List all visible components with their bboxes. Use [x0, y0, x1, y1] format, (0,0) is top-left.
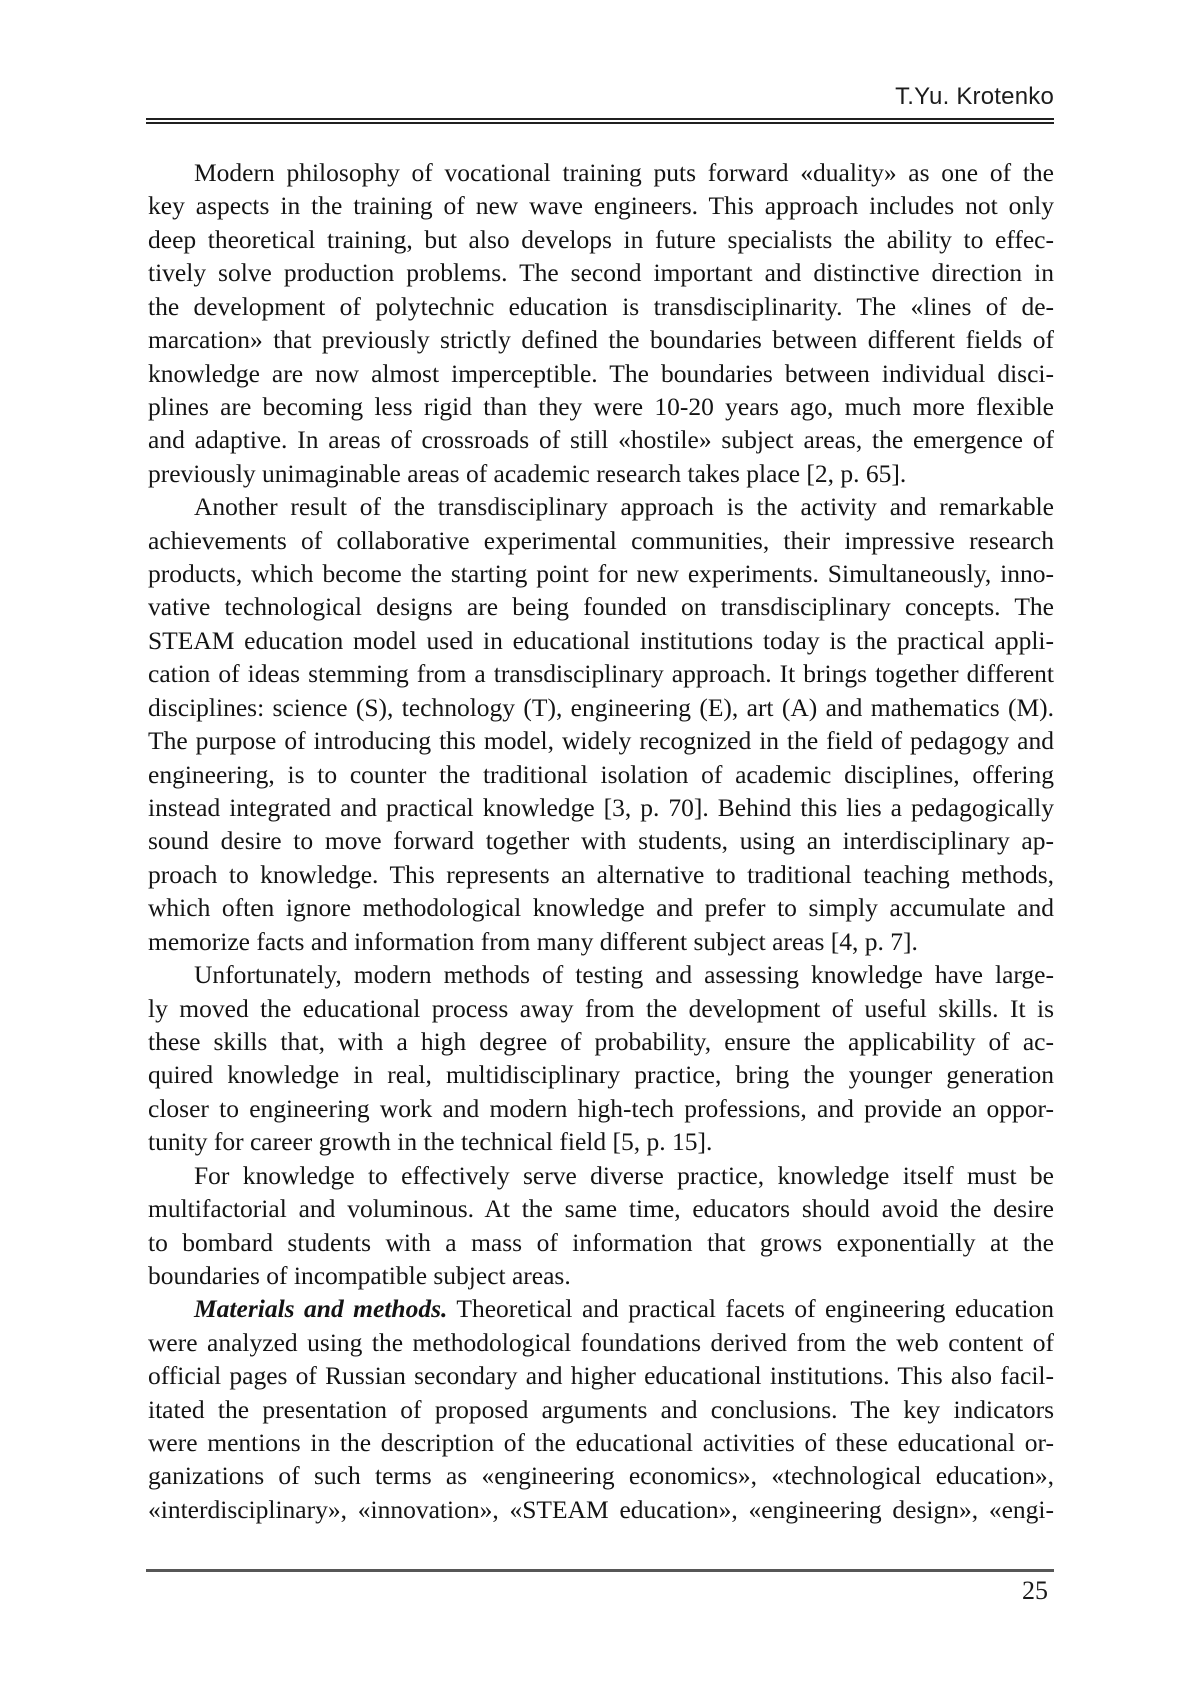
text-line: Modern philosophy of vocational training puts forward «duality» as one of the [194, 158, 1054, 187]
text-line: «interdisciplinary», «innovation», «STEAM education», «engineering design», «engi- [148, 1494, 1054, 1524]
paragraph-4 [148, 1159, 1054, 1293]
paragraph-5 [148, 1292, 1054, 1526]
text-line: ly moved the educational process away from the development of useful skills. It is [148, 993, 1054, 1023]
paragraph-3 [148, 958, 1054, 1159]
section-heading-lead: Materials and methods. [194, 1294, 448, 1324]
text-line: marcation» that previously strictly defined the boundaries between different fields of [148, 325, 1054, 355]
page-number: 25 [1022, 1576, 1048, 1605]
text-line: knowledge are now almost imperceptible. The boundaries between individual disci- [148, 358, 1054, 388]
text-line: STEAM education model used in educational institutions today is the practical appli- [148, 625, 1054, 655]
text-line: the development of polytechnic education is transdisciplinarity. The «lines of de- [148, 291, 1054, 321]
text-line: engineering, is to counter the traditional isolation of academic disciplines, offering [148, 759, 1054, 789]
footer-rule [146, 1569, 1054, 1572]
text-line: itated the presentation of proposed arguments and conclusions. The key indicators [148, 1394, 1054, 1424]
paragraph-1 [148, 156, 1054, 490]
text-line: products, which become the starting point for new experiments. Simultaneously, inno- [148, 559, 1054, 589]
text-line: Another result of the transdisciplinary approach is the activity and remarkable [194, 492, 1054, 522]
text-line: Unfortunately, modern methods of testing and assessing knowledge have large- [194, 960, 1054, 990]
text-line: closer to engineering work and modern high-tech professions, and provide an oppor- [148, 1093, 1054, 1123]
paragraph-2 [148, 490, 1054, 958]
text-line: were analyzed using the methodological foundations derived from the web content of [148, 1327, 1054, 1357]
text-line: multifactorial and voluminous. At the same time, educators should avoid the desire [148, 1194, 1054, 1224]
running-head-author: T.Yu. Krotenko [895, 83, 1054, 110]
text-line: disciplines: science (S), technology (T), engineering (E), art (A) and mathematics (M). [148, 692, 1054, 722]
text-line: these skills that, with a high degree of probability, ensure the applicability of ac- [148, 1026, 1054, 1056]
text-line: ganizations of such terms as «engineering economics», «technological education», [148, 1461, 1054, 1491]
text-line: achievements of collaborative experimental communities, their impressive research [148, 525, 1054, 555]
text-line: sound desire to move forward together with students, using an interdisciplinary ap- [148, 826, 1054, 856]
text-line: plines are becoming less rigid than they were 10-20 years ago, much more flexible [148, 391, 1054, 421]
text-line: The purpose of introducing this model, widely recognized in the field of pedagogy and [148, 726, 1054, 756]
text-line: memorize facts and information from many different subject areas [4, p. 7]. [148, 926, 918, 956]
text-line: vative technological designs are being founded on transdisciplinary concepts. The [148, 592, 1054, 622]
text-line: cation of ideas stemming from a transdisciplinary approach. It brings together different [148, 659, 1054, 689]
text-line-rest: Theoretical and practical facets of engineering education [456, 1294, 1054, 1324]
text-line: to bombard students with a mass of information that grows exponentially at the [148, 1227, 1054, 1257]
text-line: tunity for career growth in the technical field [5, p. 15]. [148, 1127, 713, 1157]
text-line: proach to knowledge. This represents an alternative to traditional teaching methods, [148, 859, 1054, 889]
text-line: were mentions in the description of the educational activities of these educational or- [148, 1428, 1054, 1458]
text-line: previously unimaginable areas of academic research takes place [2, p. 65]. [148, 458, 907, 488]
text-line: which often ignore methodological knowledge and prefer to simply accumulate and [148, 893, 1054, 923]
text-line: boundaries of incompatible subject areas. [148, 1260, 571, 1290]
text-line: quired knowledge in real, multidisciplinary practice, bring the younger generation [148, 1060, 1054, 1090]
text-line: official pages of Russian secondary and higher educational institutions. This also facil- [148, 1361, 1054, 1391]
text-line: instead integrated and practical knowledge [3, p. 70]. Behind this lies a pedagogically [148, 793, 1054, 823]
text-line: key aspects in the training of new wave engineers. This approach includes not only [148, 191, 1054, 221]
header-double-rule [146, 118, 1054, 124]
text-line: deep theoretical training, but also develops in future specialists the ability to effec- [148, 224, 1054, 254]
text-line: For knowledge to effectively serve diverse practice, knowledge itself must be [194, 1160, 1054, 1190]
text-line: and adaptive. In areas of crossroads of still «hostile» subject areas, the emergence of [148, 425, 1054, 455]
text-line [148, 1292, 1054, 1325]
article-body [148, 156, 1054, 1526]
text-line: tively solve production problems. The second important and distinctive direction in [148, 258, 1054, 288]
